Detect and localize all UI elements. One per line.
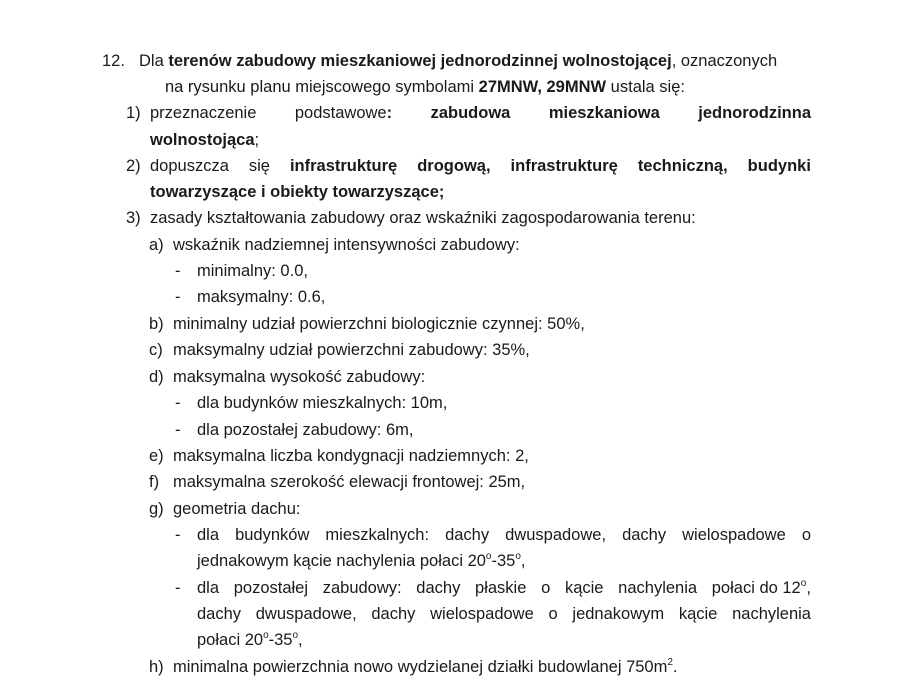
item3e-label: e) [149, 447, 164, 465]
item3a-max: maksymalny: 0.6, [197, 288, 326, 306]
section-symbols: 27MNW, 29MNW [478, 78, 607, 96]
item3f-label: f) [149, 473, 160, 491]
item3d-text: maksymalna wysokość zabudowy: [173, 368, 426, 386]
item3-number: 3) [126, 209, 141, 227]
item3g-res-line1: dla budynków mieszkalnych: dachy dwuspadowe, dachy wielospadowe o [197, 526, 811, 544]
item3g-other-line2: dachy dwuspadowe, dachy wielospadowe o jednakowym kącie nachylenia [197, 605, 811, 623]
item3c-label: c) [149, 341, 163, 359]
item3b-label: b) [149, 315, 164, 333]
item3d-label: d) [149, 368, 164, 386]
item3a-min: minimalny: 0.0, [197, 262, 308, 280]
item3c-text: maksymalny udział powierzchni zabudowy: 35%, [173, 341, 530, 359]
item3g-res-line2: jednakowym kącie nachylenia połaci 20$^o$-35$^o$, [197, 551, 526, 570]
section-subject: terenów zabudowy mieszkaniowej jednorodzinnej wolnostojącej [168, 52, 672, 70]
item1-line1: przeznaczenie podstawowe: zabudowa mieszkaniowa jednorodzinna [150, 104, 811, 122]
item3-text: zasady kształtowania zabudowy oraz wskaźniki zagospodarowania terenu: [150, 209, 696, 227]
item3d-other: dla pozostałej zabudowy: 6m, [197, 421, 414, 439]
item3a-label: a) [149, 236, 164, 254]
section-intro-line2: na rysunku planu miejscowego symbolami 27MNW, 29MNW ustala się: [165, 78, 685, 96]
item3d-res: dla budynków mieszkalnych: 10m, [197, 394, 448, 412]
item3d-dash-other: - [175, 421, 181, 439]
item3g-other-line3: połaci 20$^o$-35$^o$, [197, 630, 303, 649]
item3a-dash-max: - [175, 288, 181, 306]
item3g-dash-other: - [175, 579, 181, 597]
item3h-label: h) [149, 658, 164, 676]
section-intro-line1: Dla terenów zabudowy mieszkaniowej jednorodzinnej wolnostojącej, oznaczonych [139, 52, 778, 70]
item3a-text: wskaźnik nadziemnej intensywności zabudowy: [173, 236, 520, 254]
section-number: 12. [102, 52, 125, 70]
item2-line2: towarzyszące i obiekty towarzyszące; [150, 183, 445, 201]
item3h-text: minimalna powierzchnia nowo wydzielanej działki budowlanej $750m^2$. [173, 657, 678, 676]
item3f-text: maksymalna szerokość elewacji frontowej: 25m, [173, 473, 526, 491]
item3d-dash-res: - [175, 394, 181, 412]
item3a-dash-min: - [175, 262, 181, 280]
item3g-label: g) [149, 500, 164, 518]
item3b-text: minimalny udział powierzchni biologicznie czynnej: 50%, [173, 315, 585, 333]
item1-number: 1) [126, 104, 141, 122]
item2-line1: dopuszcza się infrastrukturę drogową, infrastrukturę techniczną, budynki [150, 157, 811, 175]
item2-number: 2) [126, 157, 141, 175]
item1-line2: wolnostojąca; [150, 131, 260, 149]
item3e-text: maksymalna liczba kondygnacji nadziemnych: 2, [173, 447, 529, 465]
item3g-other-line1: dla pozostałej zabudowy: dachy płaskie o kącie nachylenia połaci do 12$^o$, [197, 578, 811, 597]
item3g-text: geometria dachu: [173, 500, 301, 518]
item3g-dash-res: - [175, 526, 181, 544]
